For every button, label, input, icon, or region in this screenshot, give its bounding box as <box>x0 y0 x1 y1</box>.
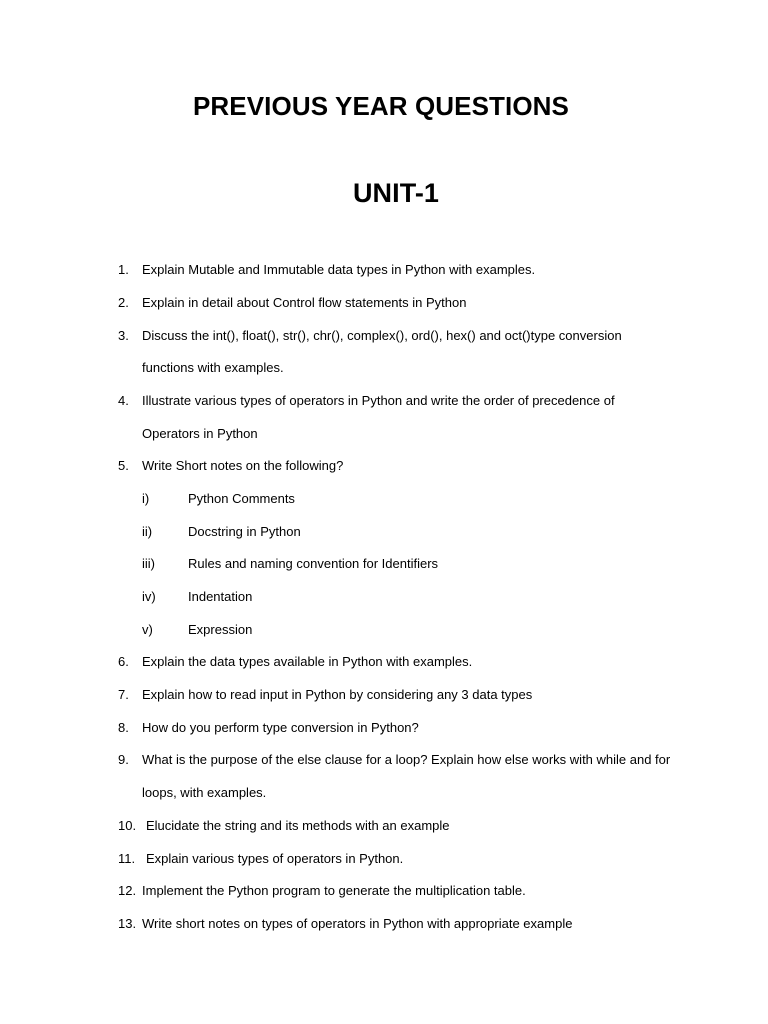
question-text: Implement the Python program to generate the multiplication table. <box>142 883 526 898</box>
question-text: Discuss the int(), float(), str(), chr(), complex(), ord(), hex() and oct()type conversion <box>142 328 622 343</box>
question-number: 9. <box>118 752 129 767</box>
question-number: 4. <box>118 393 129 408</box>
question-text: Explain various types of operators in Python. <box>146 851 404 866</box>
question-text: Write Short notes on the following? <box>142 458 344 473</box>
question-text: functions with examples. <box>142 360 284 375</box>
subitem-number: iii) <box>142 556 155 571</box>
question-text: Explain Mutable and Immutable data types in Python with examples. <box>142 262 536 277</box>
subitem-number: v) <box>142 622 153 637</box>
question-number: 3. <box>118 328 129 343</box>
question-text: Write short notes on types of operators in Python with appropriate example <box>142 916 573 931</box>
document-title: PREVIOUS YEAR QUESTIONS <box>192 91 569 121</box>
subitem-text: Python Comments <box>188 491 295 506</box>
question-number: 1. <box>118 262 129 277</box>
question-number: 5. <box>118 458 129 473</box>
subitem-text: Docstring in Python <box>188 524 301 539</box>
question-number: 13. <box>118 916 137 931</box>
question-number: 8. <box>118 720 129 735</box>
question-text: loops, with examples. <box>142 785 267 800</box>
question-number: 11. <box>118 851 136 866</box>
question-text: Operators in Python <box>142 426 258 441</box>
question-number: 2. <box>118 295 129 310</box>
question-text: How do you perform type conversion in Python? <box>142 720 419 735</box>
question-text: Elucidate the string and its methods with an example <box>146 818 450 833</box>
question-text: What is the purpose of the else clause for a loop? Explain how else works with while and for <box>142 752 671 767</box>
unit-heading: UNIT-1 <box>352 178 440 208</box>
question-text: Explain how to read input in Python by considering any 3 data types <box>142 687 533 702</box>
question-number: 7. <box>118 687 129 702</box>
subitem-number: ii) <box>142 524 153 539</box>
subitem-text: Expression <box>188 622 253 637</box>
question-text: Explain in detail about Control flow statements in Python <box>142 295 467 310</box>
subitem-text: Rules and naming convention for Identifiers <box>188 556 439 571</box>
question-number: 6. <box>118 654 129 669</box>
question-number: 12. <box>118 883 137 898</box>
subitem-number: iv) <box>142 589 156 604</box>
question-number: 10. <box>118 818 137 833</box>
question-text: Explain the data types available in Python with examples. <box>142 654 473 669</box>
question-text: Illustrate various types of operators in Python and write the order of precedence of <box>142 393 615 408</box>
subitem-text: Indentation <box>188 589 253 604</box>
subitem-number: i) <box>142 491 150 506</box>
